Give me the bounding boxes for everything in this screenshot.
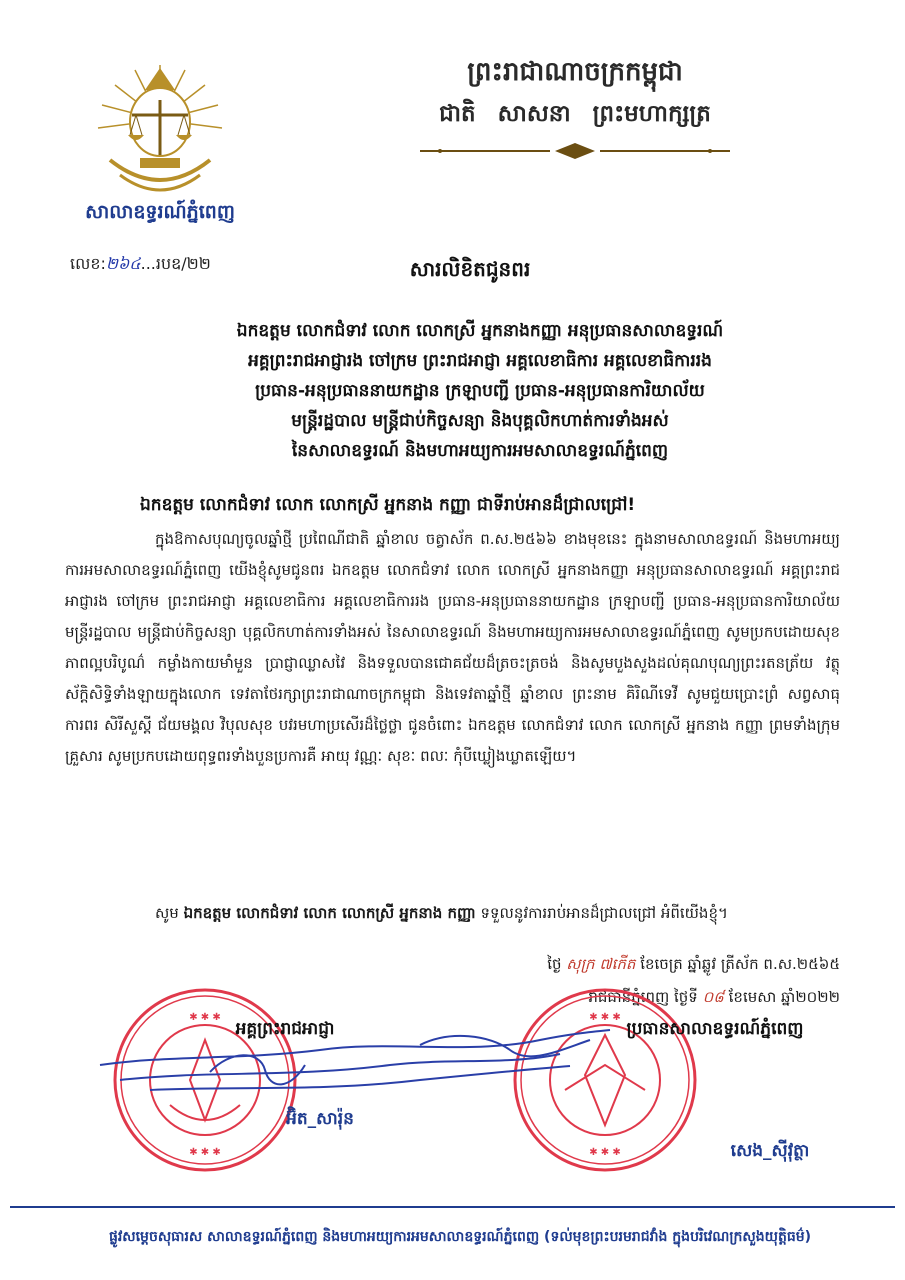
lunar-date bbox=[400, 955, 840, 977]
footer-address: ផ្លូវសម្តេចសុធារស សាលាឧទ្ធរណ៍ភ្នំពេញ និងមហាអយ្យការអមសាលាឧទ្ធរណ៍ភ្នំពេញ (ទល់មុខព្រះបរមរាជវាំង ក្នុងបរិវេណក្រសួងយុត្តិធម៌) bbox=[108, 1229, 812, 1245]
lunar-date-suffix: ខែចេត្រ ឆ្នាំឆ្លូវ ត្រីស័ក ព.ស.២៥៦៥ bbox=[640, 955, 840, 973]
lunar-date-handwritten: សុក្រ ៧កើត bbox=[566, 955, 636, 973]
closing-recipients: ឯកឧត្តម លោកជំទាវ លោក លោកស្រី អ្នកនាង កញ្ញា bbox=[183, 904, 476, 922]
left-signatory-title: អគ្គព្រះរាជអាជ្ញា bbox=[235, 1019, 335, 1039]
addressee-line: អគ្គព្រះរាជអាជ្ញារង ចៅក្រម ព្រះរាជអាជ្ញា អគ្គលេខាធិការ អគ្គលេខាធិការរង bbox=[248, 351, 712, 371]
addressee-line: ប្រធាន-អនុប្រធាននាយកដ្ឋាន ក្រឡាបញ្ជី ប្រធាន-អនុប្រធានការិយាល័យ bbox=[255, 381, 705, 401]
national-motto: ជាតិ សាសនា ព្រះមហាក្សត្រ bbox=[439, 101, 711, 127]
court-emblem-icon bbox=[90, 60, 230, 210]
right-signatory-name: សេង_ស៊ីវុត្ថា bbox=[730, 1141, 810, 1161]
svg-text:✱ ✱ ✱: ✱ ✱ ✱ bbox=[589, 1147, 621, 1158]
lunar-date-prefix: ថ្ងៃ bbox=[547, 955, 562, 973]
closing-prefix: សូម bbox=[155, 904, 179, 922]
closing-paragraph bbox=[65, 898, 840, 929]
svg-text:✱ ✱ ✱: ✱ ✱ ✱ bbox=[589, 1012, 621, 1023]
addressee-block bbox=[120, 316, 840, 466]
svg-text:✱ ✱ ✱: ✱ ✱ ✱ bbox=[189, 1012, 221, 1023]
addressee-line: នៃសាលាឧទ្ធរណ៍ និងមហាអយ្យការអមសាលាឧទ្ធរណ៍ភ្នំពេញ bbox=[291, 441, 669, 461]
left-signatory-name: អ៊ិត_សារ៉ុន bbox=[286, 1109, 354, 1129]
letter-body: ក្នុងឱកាសបុណ្យចូលឆ្នាំថ្មី ប្រពៃណីជាតិ ឆ្នាំខាល ចត្វាស័ក ព.ស.២៥៦៦ ខាងមុខនេះ ក្នុងនាមសាលាឧទ្ធរណ៍ និងមហាអយ្យការអមសាលាឧទ្ធរណ៍ភ្នំពេញ យើងខ្ញុំសូមជូនពរ ឯកឧត្តម លោកជំទាវ លោក លោកស្រី អ្នកនាងកញ្ញា អនុប្រធានសាលាឧទ្ធរណ៍ អគ្គព្រះរាជអាជ្ញារង ចៅក្រម ព្រះរាជអាជ្ញា អគ្គលេខាធិការ អគ្គលេខាធិការរង ប្រធាន-អនុប្រធាននាយកដ្ឋាន ក្រឡាបញ្ជី ប្រធាន-អនុប្រធានការិយាល័យ មន្ត្រីរដ្ឋបាល មន្ត្រីជាប់កិច្ចសន្យា បុគ្គលិកហាត់ការទាំងអស់ នៃសាលាឧទ្ធរណ៍ និងមហាអយ្យការអមសាលាឧទ្ធរណ៍ភ្នំពេញ សូមប្រកបដោយសុខភាពល្អបរិបូណ៌ កម្លាំងកាយមាំមួន ប្រាជ្ញាឈ្លាសវៃ និងទទួលបានជោគជ័យដ៏ត្រចះត្រចង់ និងសូមបួងសួងដល់គុណបុណ្យព្រះរតនត្រ័យ វត្ថុស័ក្តិសិទ្ធិទាំងឡាយក្នុងលោក ទេវតាថែរក្សាព្រះរាជាណាចក្រកម្ពុជា និងទេវតាឆ្នាំថ្មី ឆ្នាំខាល ព្រះនាម គិរិណីទេវី សូមជួយប្រោះព្រំ សព្វសាធុការពរ សិរីសួស្តី ជ័យមង្គល វិបុលសុខ បវរមហាប្រសើរដ៏ថ្លៃថ្លា ជូនចំពោះ ឯកឧត្តម លោកជំទាវ លោក លោកស្រី អ្នកនាង កញ្ញា ព្រមទាំងក្រុមគ្រួសារ សូមប្រកបដោយពុទ្ធពរទាំងបួនប្រការគឺ អាយុ វណ្ណៈ សុខៈ ពលៈ កុំបីឃ្លៀងឃ្លាតឡើយ។ bbox=[65, 530, 840, 765]
addressee-line: មន្ត្រីរដ្ឋបាល មន្ត្រីជាប់កិច្ចសន្យា និងបុគ្គលិកហាត់ការទាំងអស់ bbox=[291, 411, 669, 431]
salutation: ឯកឧត្តម លោកជំទាវ លោក លោកស្រី អ្នកនាង កញ្ញា ជាទីរាប់អានដ៏ជ្រាលជ្រៅ! bbox=[140, 495, 636, 515]
court-name: សាលាឧទ្ធរណ៍ភ្នំពេញ bbox=[85, 201, 235, 223]
reference-handwritten-number: ២៦៤ bbox=[105, 254, 141, 273]
solar-date-prefix: រាជធានីភ្នំពេញ ថ្ងៃទី bbox=[588, 988, 698, 1006]
right-signatory-title: ប្រធានសាលាឧទ្ធរណ៍ភ្នំពេញ bbox=[626, 1019, 804, 1039]
solar-date-suffix: ខែមេសា ឆ្នាំ២០២២ bbox=[728, 988, 840, 1006]
document-title: សារលិខិតជូនពរ bbox=[409, 257, 531, 281]
solar-date-handwritten: ០៨ bbox=[702, 988, 724, 1006]
kingdom-heading: ព្រះរាជាណាចក្រកម្ពុជា bbox=[467, 57, 683, 87]
footer-divider bbox=[10, 1206, 895, 1208]
closing-suffix: ទទួលនូវការរាប់អានដ៏ជ្រាលជ្រៅ អំពីយើងខ្ញុំ។ bbox=[480, 904, 728, 922]
ornament-divider-icon bbox=[420, 142, 730, 160]
addressee-line: ឯកឧត្តម លោកជំទាវ លោក លោកស្រី អ្នកនាងកញ្ញា អនុប្រធានសាលាឧទ្ធរណ៍ bbox=[236, 321, 724, 341]
reference-prefix: លេខ: bbox=[70, 254, 106, 273]
svg-text:✱ ✱ ✱: ✱ ✱ ✱ bbox=[189, 1147, 221, 1158]
reference-suffix: ...របឧ/២២ bbox=[140, 254, 211, 273]
reference-number bbox=[70, 253, 211, 277]
